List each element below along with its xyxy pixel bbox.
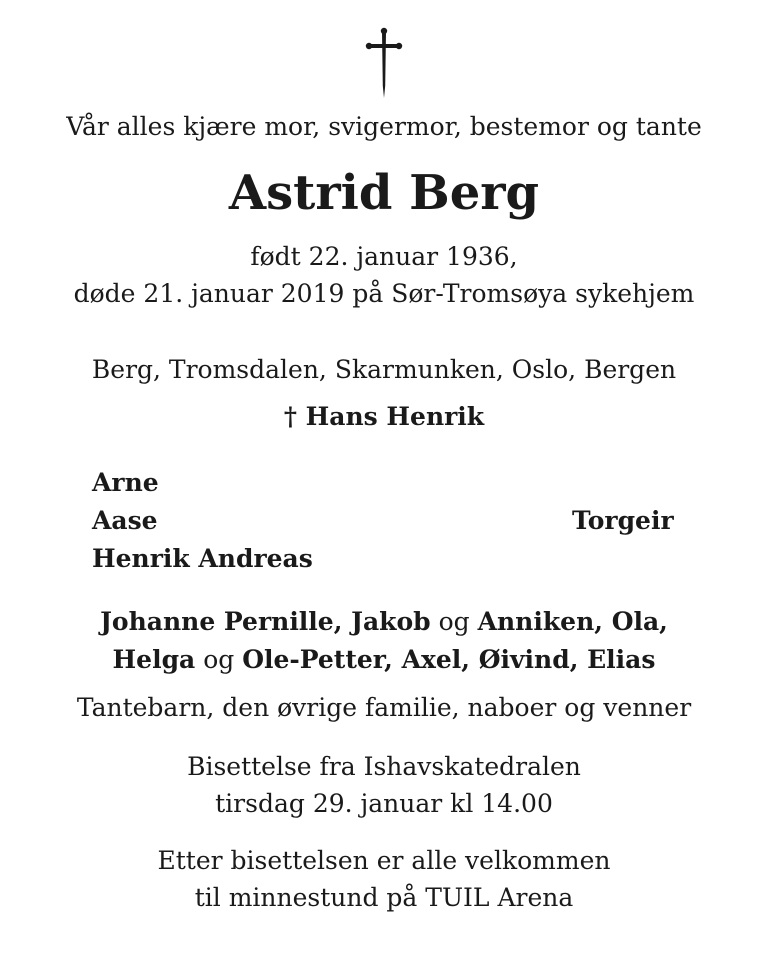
separator: , xyxy=(333,607,352,636)
funeral-location: Bisettelse fra Ishavskatedralen xyxy=(187,752,581,781)
separator: , xyxy=(569,645,588,674)
grandchild-name: Helga xyxy=(112,645,196,674)
grandchild-name: Elias xyxy=(587,645,656,674)
grandchildren-line-2 xyxy=(0,644,768,676)
conjunction: og xyxy=(195,645,243,674)
separator: , xyxy=(594,607,612,636)
intro-text: Vår alles kjære mor, svigermor, bestemor og tante xyxy=(66,112,702,141)
spouse-name: † Hans Henrik xyxy=(283,402,485,431)
grandchild-name: Axel xyxy=(401,645,462,674)
child-name: Aase xyxy=(92,506,158,535)
memorial-invite: Etter bisettelsen er alle velkommen xyxy=(157,846,611,875)
birth-date: født 22. januar 1936, xyxy=(250,242,518,271)
grandchild-name: Ola xyxy=(611,607,660,636)
death-date: døde 21. januar 2019 på Sør-Tromsøya sykehjem xyxy=(73,279,695,308)
child-name: Henrik Andreas xyxy=(92,544,313,573)
separator: , xyxy=(384,645,402,674)
grandchild-name: Johanne Pernille xyxy=(100,607,334,636)
funeral-time: tirsdag 29. januar kl 14.00 xyxy=(215,789,553,818)
deceased-name: Astrid Berg xyxy=(228,165,540,221)
conjunction: og xyxy=(430,607,478,636)
grandchild-name: Ole-Petter xyxy=(242,645,385,674)
child-name: Torgeir xyxy=(572,506,674,535)
separator: , xyxy=(659,607,668,636)
memorial-location: til minnestund på TUIL Arena xyxy=(194,883,574,912)
places-list: Berg, Tromsdalen, Skarmunken, Oslo, Bergen xyxy=(91,355,677,384)
others-text: Tantebarn, den øvrige familie, naboer og venner xyxy=(76,693,692,722)
grandchild-name: Øivind xyxy=(478,645,570,674)
separator: , xyxy=(461,645,479,674)
cross-icon xyxy=(364,26,404,100)
grandchildren-line-1 xyxy=(0,606,768,638)
grandchild-name: Jakob xyxy=(351,607,431,636)
grandchild-name: Anniken xyxy=(477,607,595,636)
child-name: Arne xyxy=(92,468,159,497)
